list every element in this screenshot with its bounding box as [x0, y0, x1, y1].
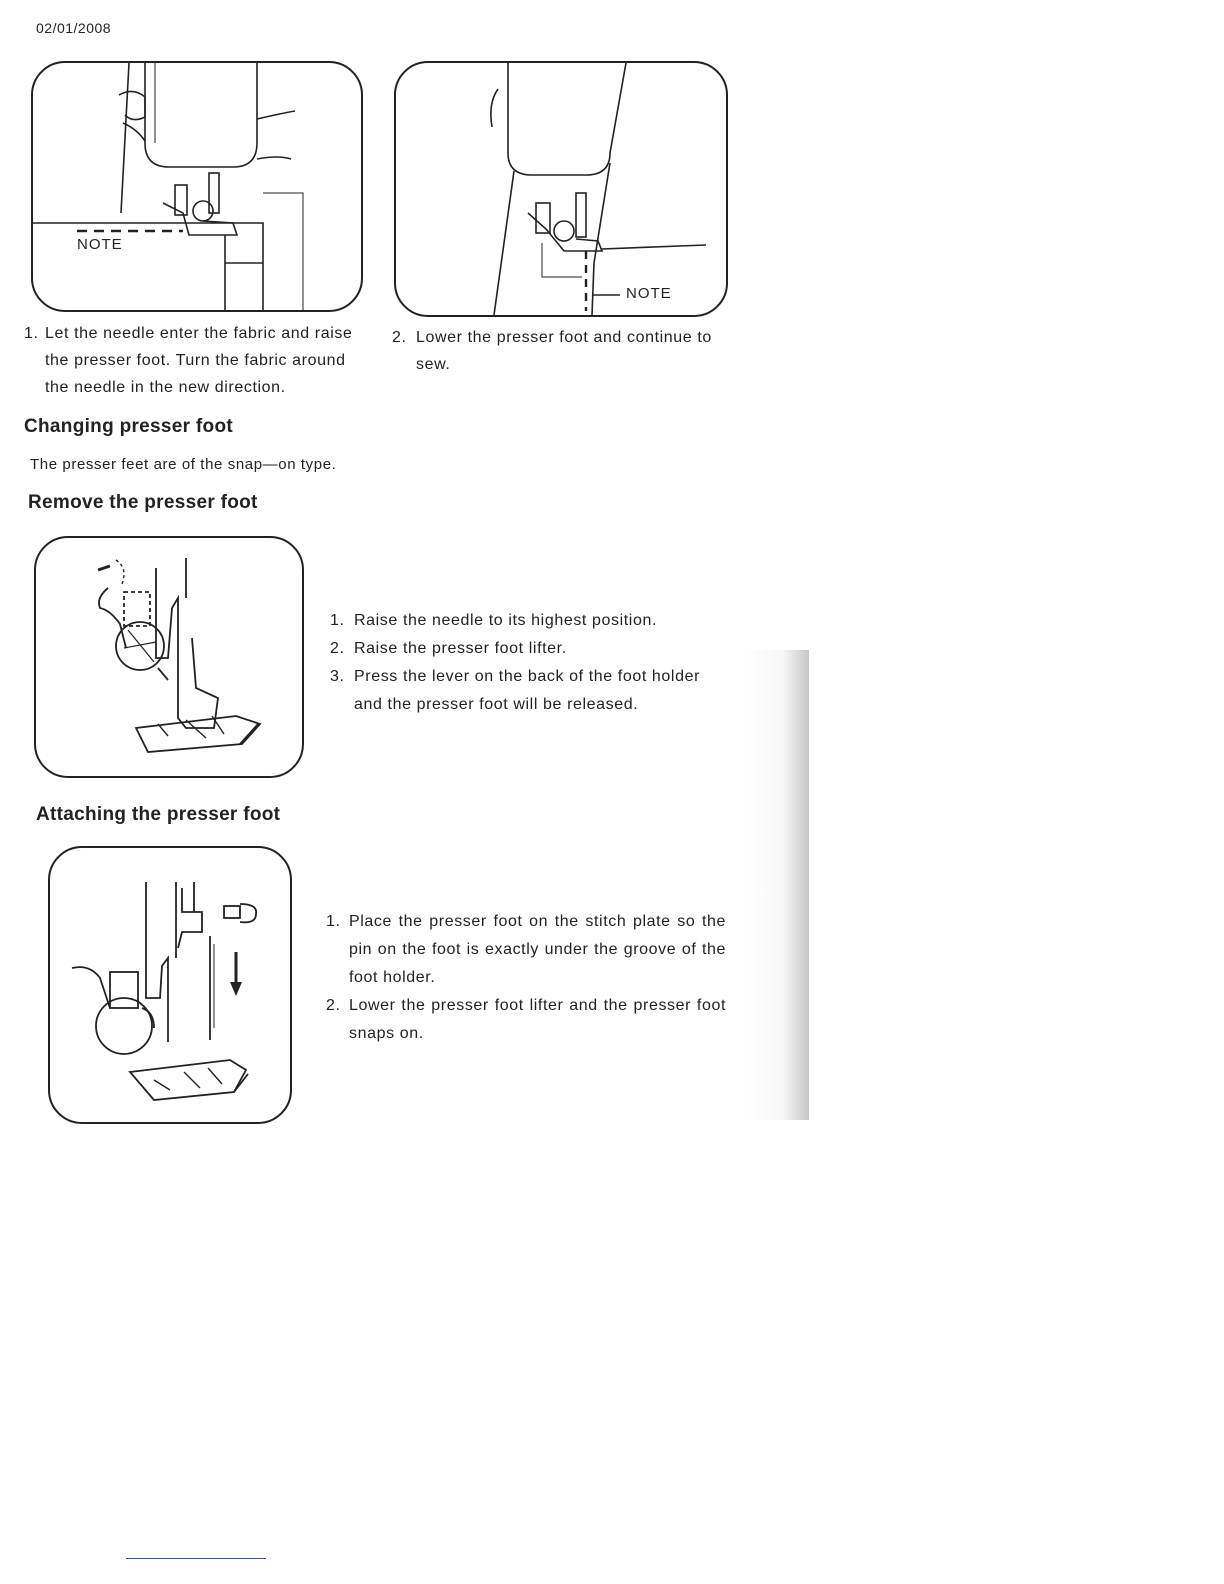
note-label-1: NOTE: [77, 236, 123, 253]
turning-step-2: [392, 324, 742, 378]
step-number: 2.: [330, 640, 345, 657]
figure-attach-foot: [48, 846, 292, 1124]
footer-rule: [126, 1558, 266, 1559]
machine-illustration-1: [33, 63, 361, 310]
changing-intro: The presser feet are of the snap—on type.: [30, 456, 337, 473]
section-title-attach: Attaching the presser foot: [36, 804, 281, 825]
scan-edge-shadow: [745, 650, 809, 1120]
attach-step-1: [326, 908, 726, 992]
step-text: Lower the presser foot and continue to sew.: [416, 329, 712, 373]
turning-step-1: [24, 320, 372, 401]
foot-release-illustration: [36, 538, 302, 776]
note-label-2: NOTE: [626, 285, 672, 302]
step-number: 1.: [330, 612, 345, 629]
step-number: 1.: [326, 913, 341, 930]
remove-step-2: [330, 635, 730, 663]
step-text: Raise the needle to its highest position.: [354, 612, 657, 629]
step-text: Lower the presser foot lifter and the presser foot snaps on.: [349, 997, 726, 1042]
remove-step-1: [330, 607, 730, 635]
attach-step-2: [326, 992, 726, 1048]
section-title-changing: Changing presser foot: [24, 416, 233, 437]
figure-continue-sew: [394, 61, 728, 317]
machine-illustration-2: [396, 63, 726, 315]
step-text: Place the presser foot on the stitch plate so the pin on the foot is exactly under the groove of the foot holder.: [349, 913, 726, 986]
figure-remove-foot: [34, 536, 304, 778]
step-number: 3.: [330, 668, 345, 685]
foot-attach-illustration: [50, 848, 290, 1122]
step-number: 1.: [24, 325, 39, 342]
figure-turn-fabric: [31, 61, 363, 312]
page-date: 02/01/2008: [36, 20, 112, 36]
remove-step-3: [330, 663, 730, 719]
step-number: 2.: [392, 329, 407, 346]
step-text: Let the needle enter the fabric and raise the presser foot. Turn the fabric around the needle in the new direction.: [45, 325, 353, 396]
step-text: Press the lever on the back of the foot holder and the presser foot will be released.: [354, 668, 701, 713]
section-title-remove: Remove the presser foot: [28, 492, 258, 513]
step-number: 2.: [326, 997, 341, 1014]
step-text: Raise the presser foot lifter.: [354, 640, 567, 657]
